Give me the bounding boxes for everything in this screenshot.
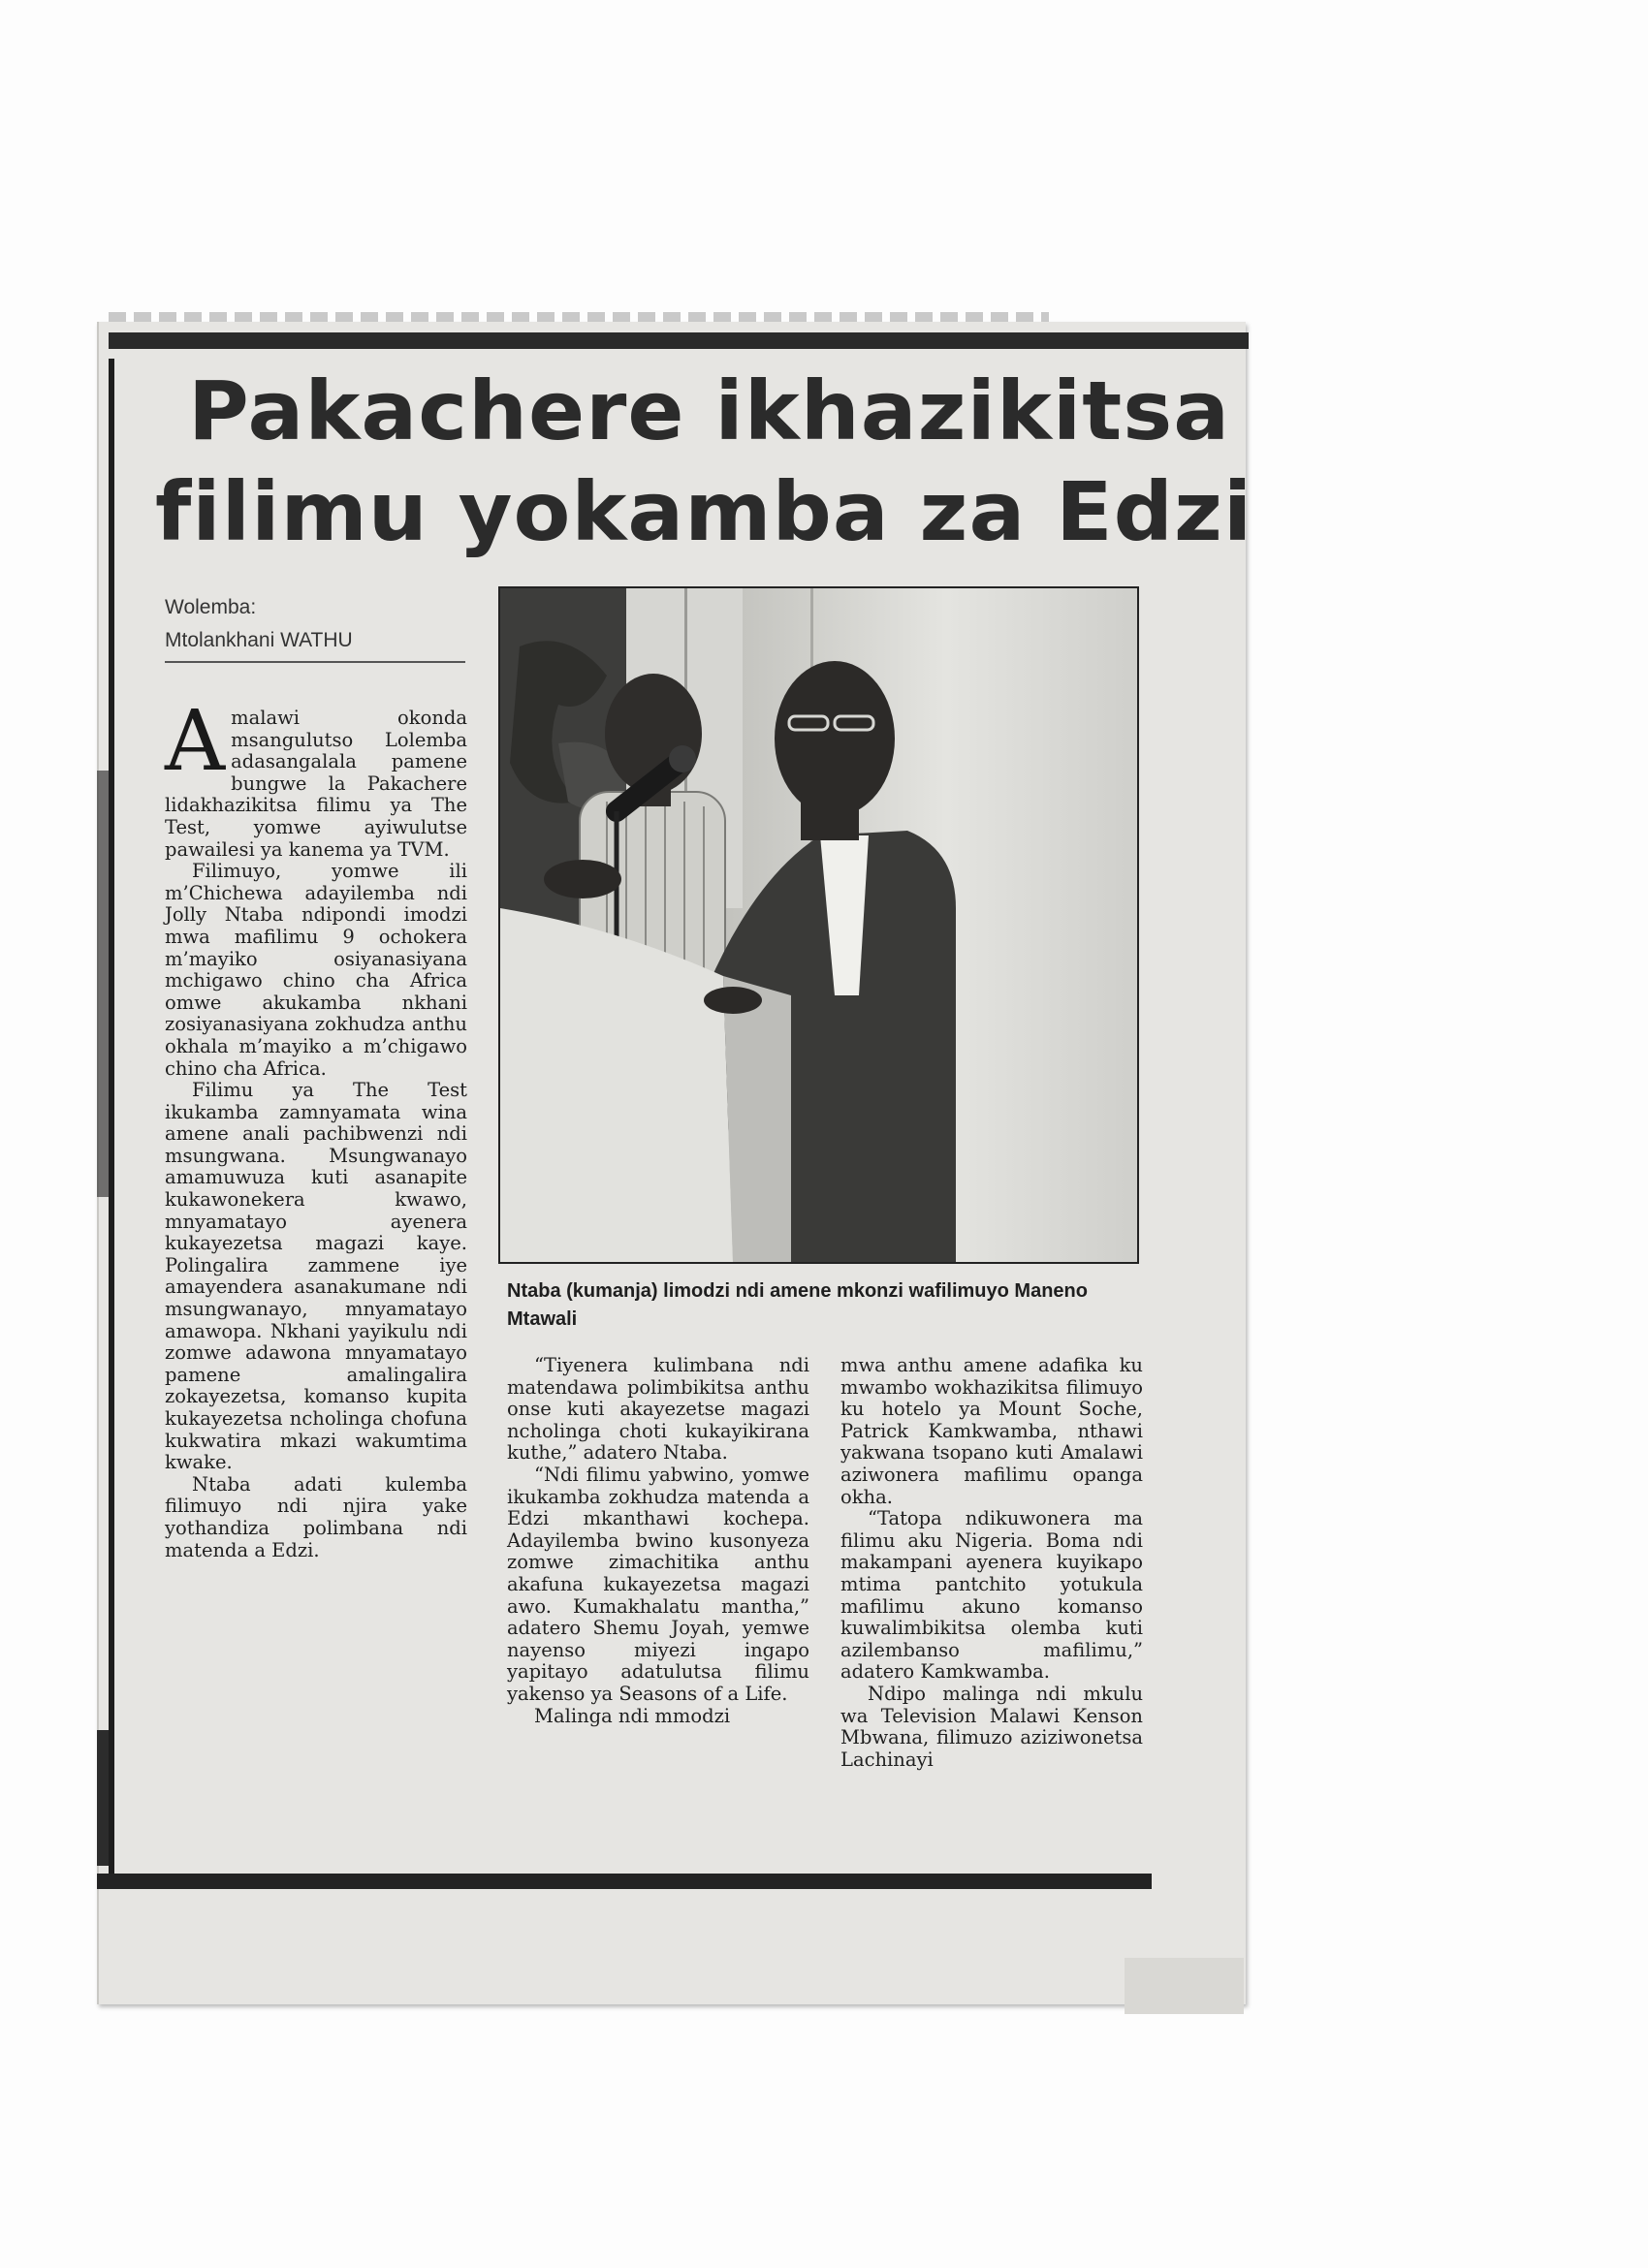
article-column-2: [507, 1355, 809, 1727]
article-column-1: [165, 693, 467, 1561]
headline: [155, 361, 1253, 562]
adjacent-column-edge: [97, 771, 109, 1197]
article-column-3: [840, 1355, 1143, 1771]
byline-label: Wolemba:: [165, 596, 257, 618]
headline-line: filimu yokamba za Edzi: [155, 464, 1253, 559]
paragraph: Malinga ndi mmodzi: [534, 1704, 731, 1727]
paragraph: Filimu ya The Test ikukamba zamnyamata wina amene anali pachibwenzi ndi msungwana. Msungwanayo amamuwuza kuti asanapite kukawonekera kwawo, mnyamatayo ayenera kukayezetsa magazi kaye. Polingalira zammene iye amayendera asanakumane ndi msungwanayo, mnyamatayo amawopa. Nkhani yayikulu ndi zomwe adawona mnyamatayo pamene amalingalira zokayezetsa, komanso kupita kukayezetsa ncholinga chofuna kukwatira mkazi wakumtima kwake.: [165, 1079, 467, 1474]
paragraph: Filimuyo, yomwe ili m’Chichewa adayilemba ndi Jolly Ntaba ndipondi imodzi mwa mafilimu 9 ochokera m’mayiko osiyanasiyana mchigawo chino cha Africa omwe akukamba nkhani zosiyanasiyana zokhudza anthu okhala m’mayiko a m’chigawo chino cha Africa.: [165, 860, 467, 1080]
paragraph: “Tatopa ndikuwonera ma filimu aku Nigeria. Boma ndi makampani ayenera kuyikapo mtima pantchito yotukula mafilimu akuno komanso kuwalimbikitsa olemba kuti azilembanso mafilimu,” adatero Kamkwamba.: [840, 1507, 1143, 1684]
photo-caption: Ntaba (kumanja) limodzi ndi amene mkonzi wafilimuyo Maneno Mtawali: [507, 1280, 1088, 1330]
bottom-rule: [97, 1874, 1152, 1889]
article-photo: [498, 586, 1139, 1264]
paragraph: Ndipo malinga ndi mkulu wa Television Malawi Kenson Mbwana, filimuzo aziziwonetsa Lachinayi: [840, 1682, 1143, 1771]
byline: [165, 591, 465, 657]
photo-illustration: [500, 588, 1137, 1262]
bleed-through-text: [109, 312, 1049, 322]
paragraph: Ntaba adati kulemba filimuyo ndi njira yake yothandiza polimbana ndi matenda a Edzi.: [165, 1472, 467, 1561]
paragraph-text: malawi okonda msangulutso Lolemba adasangalala pamene bungwe la Pakachere lidakhazikitsa filimu ya The Test, yomwe ayiwulutse pawailesi ya kanema ya TVM.: [165, 707, 467, 861]
left-rule: [109, 359, 114, 1875]
byline-rule: [165, 661, 465, 663]
adjacent-column-edge: [97, 1730, 109, 1866]
paragraph: mwa anthu amene adafika ku mwambo wokhazikitsa filimuyo ku hotelo ya Mount Soche, Patrick Kamkwamba, nthawi yakwana tsopano kuti Amalawi aziwonera mafilimu opanga okha.: [840, 1354, 1143, 1508]
drop-cap: A: [165, 693, 226, 790]
top-rule: [109, 332, 1249, 349]
paragraph: “Ndi filimu yabwino, yomwe ikukamba zokhudza matenda a Edzi mkanthawi kochepa. Adayilemba bwino kusonyeza zomwe zimachitika anthu akafuna kukayezetsa magazi awo. Kumakhalatu mantha,” adatero Shemu Joyah, yemwe nayenso miyezi ingapo yapitayo adatulutsa filimu yakenso ya Seasons of a Life.: [507, 1463, 809, 1705]
headline-line: Pakachere ikhazikitsa: [188, 363, 1231, 458]
paragraph: [165, 693, 467, 861]
paragraph: “Tiyenera kulimbana ndi matendawa polimbikitsa anthu onse kuti akayezetse magazi ncholinga choti kukayikirana kuthe,” adatero Ntaba.: [507, 1354, 809, 1465]
byline-author: Mtolankhani WATHU: [165, 629, 353, 651]
paper-fold: [1125, 1958, 1244, 2014]
